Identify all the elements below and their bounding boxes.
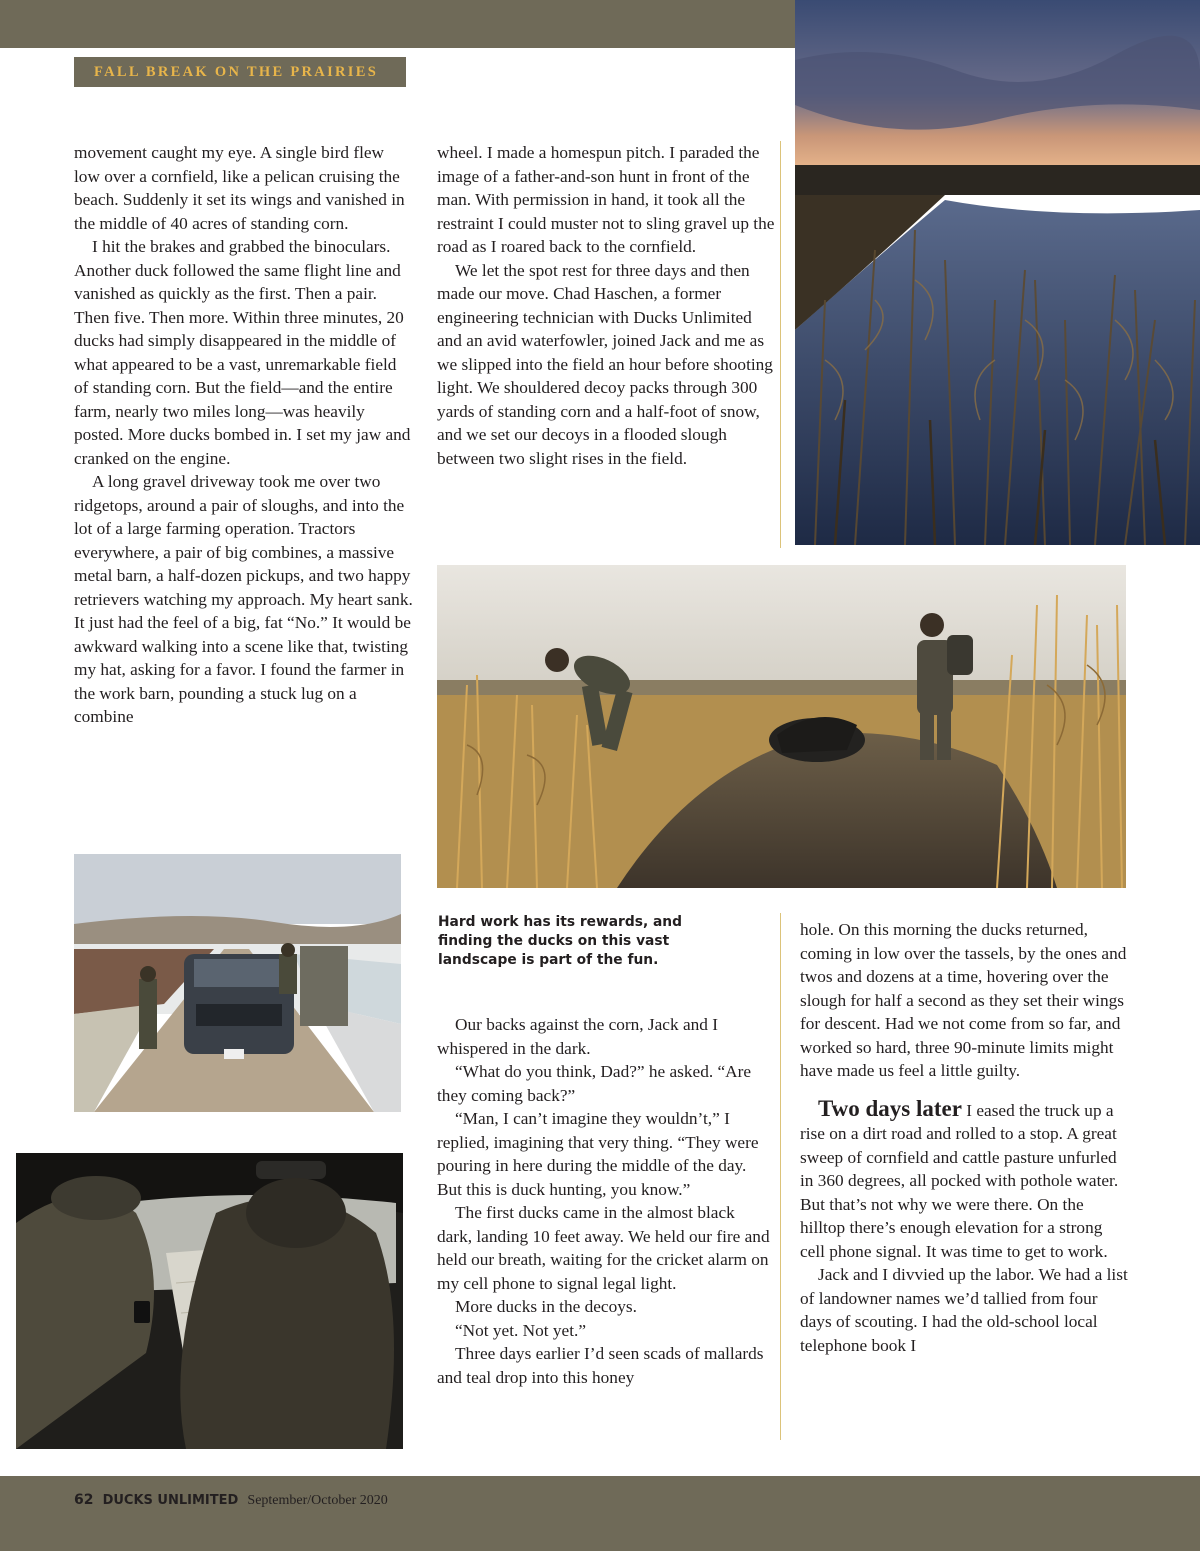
column-rule-upper	[780, 141, 781, 548]
folio	[74, 1489, 388, 1509]
runin-heading: Two days later	[818, 1095, 962, 1121]
sunset-cornfield-image	[795, 0, 1200, 545]
page-number: 62	[74, 1492, 94, 1508]
paragraph: Three days earlier I’d seen scads of mallards and teal drop into this honey	[437, 1344, 764, 1387]
paragraph: hole. On this morning the ducks returned, coming in low over the tassels, by the ones and twos and dozens at a time, hovering over the slough for half a second as they set their wings for descent. Had we not come from so far, and worked so hard, three 90-minute limits might have made us feel a little guilty.	[800, 920, 1127, 1080]
paragraph: Jack and I divvied up the labor. We had a list of landowner names we’d tallied from four days of scouting. I had the old-school local telephone book I	[800, 1265, 1128, 1355]
paragraph: More ducks in the decoys.	[455, 1297, 637, 1316]
map-in-truck-image	[16, 1153, 403, 1449]
paragraph: Our backs against the corn, Jack and I whispered in the dark.	[437, 1015, 718, 1058]
photo-sunset-cornfield	[795, 0, 1200, 545]
paragraph: movement caught my eye. A single bird flew low over a cornfield, like a pelican cruising the beach. Suddenly it set its wings and vanished in the middle of 40 acres of standing corn.	[74, 143, 405, 233]
hunters-sled-image	[437, 565, 1126, 888]
column-rule-lower	[780, 913, 781, 1440]
paragraph: We let the spot rest for three days and then made our move. Chad Haschen, a former engineering technician with Ducks Unlimited and an avid waterfowler, joined Jack and me as we slipped into the field an hour before shooting light. We shouldered decoy packs through 300 yards of standing corn and a half-foot of snow, and we set our decoys in a flooded slough between two slight rises in the field.	[437, 260, 773, 468]
paragraph: wheel. I made a homespun pitch. I paraded the image of a father-and-son hunt in front of the man. With permission in hand, it took all the restraint I could muster not to sling gravel up the road as I roared back to the cornfield.	[437, 143, 775, 256]
photo-truck-gravel-road	[74, 854, 401, 1112]
photo-caption: Hard work has its rewards, and finding the ducks on this vast landscape is part of the fun.	[438, 914, 682, 968]
section-title: FALL BREAK ON THE PRAIRIES	[74, 57, 406, 87]
paragraph: I hit the brakes and grabbed the binoculars. Another duck followed the same flight line and vanished as quickly as the first. Then a pair. Then five. Then more. Within three minutes, 20 ducks had simply disappeared in the middle of what appeared to be a vast, unremarkable field of standing corn. But the field—and the entire farm, nearly two miles long—was heavily posted. More ducks bombed in. I set my jaw and cranked on the engine.	[74, 237, 411, 468]
paragraph-runin	[800, 1097, 1130, 1264]
paragraph: The first ducks came in the almost black dark, landing 10 feet away. We held our fire and held our breath, waiting for the cricket alarm on my cell phone to signal legal light.	[437, 1203, 770, 1293]
bottom-band	[0, 1476, 1200, 1551]
paragraph: A long gravel driveway took me over two ridgetops, around a pair of sloughs, and into the lot of a large farming operation. Tractors everywhere, a pair of big combines, a massive metal barn, a half-dozen pickups, and two happy retrievers watching my approach. My heart sank. It just had the feel of a big, fat “No.” It would be awkward walking into a scene like that, twisting my hat, asking for a favor. I found the farmer in the work barn, pounding a stuck lug on a combine	[74, 472, 413, 726]
column-1	[74, 141, 414, 729]
magazine-name: DUCKS UNLIMITED	[102, 1493, 239, 1508]
paragraph-text: I eased the truck up a rise on a dirt road and rolled to a stop. A great sweep of cornfield and cattle pasture unfurled in 360 degrees, all pocked with pothole water. But that’s not why we were there. On the hilltop there’s enough elevation for a strong cell phone signal. It was time to get to work.	[800, 1100, 1119, 1261]
paragraph: “Man, I can’t imagine they wouldn’t,” I replied, imagining that very thing. “They were pouring in here during the middle of the day. But this is duck hunting, you know.”	[437, 1109, 759, 1199]
photo-hunters-sled	[437, 565, 1126, 888]
column-3	[800, 918, 1130, 1357]
column-2-top	[437, 141, 777, 470]
issue-date: September/October 2020	[247, 1493, 388, 1508]
top-band	[0, 0, 795, 48]
paragraph: “Not yet. Not yet.”	[455, 1320, 587, 1340]
paragraph: “What do you think, Dad?” he asked. “Are they coming back?”	[437, 1062, 752, 1105]
truck-gravel-road-image	[74, 854, 401, 1112]
photo-map-in-truck	[16, 1153, 403, 1449]
column-2-bottom	[437, 1013, 772, 1389]
